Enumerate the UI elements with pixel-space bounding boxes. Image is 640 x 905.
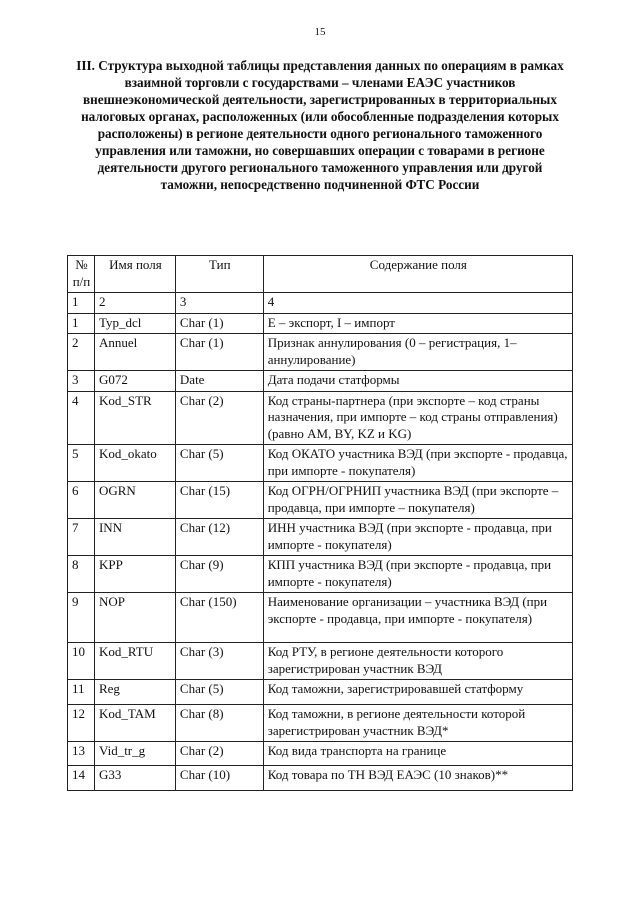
field-name: OGRN (94, 482, 175, 519)
field-type: Char (3) (175, 643, 263, 680)
table-row (68, 519, 573, 556)
table-row (68, 705, 573, 742)
row-number: 13 (68, 742, 95, 766)
field-name: Kod_STR (94, 391, 175, 445)
row-number: 12 (68, 705, 95, 742)
column-number: 3 (175, 293, 263, 314)
section-heading: III. Структура выходной таблицы представления данных по операциям в рамках взаимной торговли с государствами – членами ЕАЭС участников внешнеэкономической деятельности, зарегистрированных в территориальных налоговых органах, расположенных (или обособленные подразделения которых расположены) в регионе деятельности одного регионального таможенного управления или таможни, но совершавших операции с товарами в регионе деятельности другого регионального таможенного управления или другой таможни, непосредственно подчиненной ФТС России (76, 58, 564, 192)
header-field-name: Имя поля (94, 256, 175, 293)
table-row (68, 593, 573, 643)
field-name: Kod_TAM (94, 705, 175, 742)
header-number: № п/п (68, 256, 95, 293)
table-row (68, 680, 573, 705)
row-number: 10 (68, 643, 95, 680)
table-row (68, 445, 573, 482)
field-type: Char (2) (175, 742, 263, 766)
field-type: Char (1) (175, 334, 263, 371)
field-description: Код ОКАТО участника ВЭД (при экспорте - продавца, при импорте - покупателя) (263, 445, 572, 482)
row-number: 11 (68, 680, 95, 705)
table-row (68, 391, 573, 445)
field-type: Char (5) (175, 680, 263, 705)
field-name: G33 (94, 766, 175, 791)
field-type: Date (175, 371, 263, 392)
row-number: 14 (68, 766, 95, 791)
column-numbering-row (68, 293, 573, 314)
row-number: 4 (68, 391, 95, 445)
row-number: 8 (68, 556, 95, 593)
row-number: 2 (68, 334, 95, 371)
field-name: Vid_tr_g (94, 742, 175, 766)
field-type: Char (12) (175, 519, 263, 556)
field-description: Е – экспорт, I – импорт (263, 313, 572, 334)
page-number: 15 (314, 26, 326, 38)
column-number: 1 (68, 293, 95, 314)
field-name: Typ_dcl (94, 313, 175, 334)
row-number: 6 (68, 482, 95, 519)
field-name: G072 (94, 371, 175, 392)
field-name: Kod_okato (94, 445, 175, 482)
table-row (68, 766, 573, 791)
field-type: Char (5) (175, 445, 263, 482)
field-type: Char (15) (175, 482, 263, 519)
field-type: Char (2) (175, 391, 263, 445)
table-row (68, 371, 573, 392)
field-type: Char (10) (175, 766, 263, 791)
field-name: Kod_RTU (94, 643, 175, 680)
field-type: Char (8) (175, 705, 263, 742)
field-name: Annuel (94, 334, 175, 371)
field-description: Код вида транспорта на границе (263, 742, 572, 766)
field-type: Char (1) (175, 313, 263, 334)
field-description: КПП участника ВЭД (при экспорте - продавца, при импорте - покупателя) (263, 556, 572, 593)
field-description: Наименование организации – участника ВЭД (при экспорте - продавца, при импорте - покупателя) (263, 593, 572, 643)
field-description: Код ОГРН/ОГРНИП участника ВЭД (при экспорте – продавца, при импорте – покупателя) (263, 482, 572, 519)
row-number: 5 (68, 445, 95, 482)
field-description: Признак аннулирования (0 – регистрация, 1– аннулирование) (263, 334, 572, 371)
row-number: 9 (68, 593, 95, 643)
field-type: Char (9) (175, 556, 263, 593)
field-description: ИНН участника ВЭД (при экспорте - продавца, при импорте - покупателя) (263, 519, 572, 556)
table-row (68, 742, 573, 766)
table-row (68, 482, 573, 519)
table-header-row (68, 256, 573, 293)
field-name: INN (94, 519, 175, 556)
table-row (68, 313, 573, 334)
field-type: Char (150) (175, 593, 263, 643)
field-description: Код таможни, зарегистрировавшей статформу (263, 680, 572, 705)
table-row (68, 556, 573, 593)
column-number: 4 (263, 293, 572, 314)
field-description: Код страны-партнера (при экспорте – код страны назначения, при импорте – код страны отправления) (равно AM, BY, KZ и KG) (263, 391, 572, 445)
field-description: Код таможни, в регионе деятельности которой зарегистрирован участник ВЭД* (263, 705, 572, 742)
field-description: Код товара по ТН ВЭД ЕАЭС (10 знаков)** (263, 766, 572, 791)
row-number: 7 (68, 519, 95, 556)
field-name: KPP (94, 556, 175, 593)
table-row (68, 334, 573, 371)
header-type: Тип (175, 256, 263, 293)
row-number: 1 (68, 313, 95, 334)
field-name: NOP (94, 593, 175, 643)
field-description: Код РТУ, в регионе деятельности которого зарегистрирован участник ВЭД (263, 643, 572, 680)
field-structure-table (67, 255, 573, 791)
header-content: Содержание поля (263, 256, 572, 293)
row-number: 3 (68, 371, 95, 392)
table-row (68, 643, 573, 680)
field-description: Дата подачи статформы (263, 371, 572, 392)
field-name: Reg (94, 680, 175, 705)
column-number: 2 (94, 293, 175, 314)
